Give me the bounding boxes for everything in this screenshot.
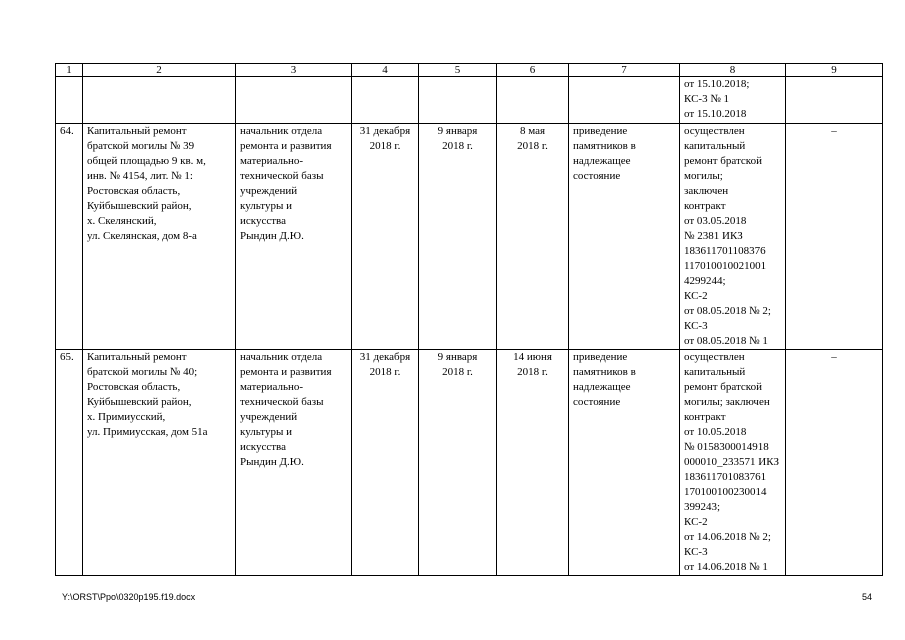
footer-file-path: Y:\ORST\Ppo\0320p195.f19.docx bbox=[62, 592, 196, 602]
cell-empty bbox=[786, 77, 883, 124]
cell-start-date: 9 января 2018 г. bbox=[419, 350, 497, 576]
page-number: 54 bbox=[862, 592, 873, 602]
cell-responsible: начальник отдела ремонта и развития материально- технической базы учреждений культуры и искусства Рындин Д.Ю. bbox=[236, 350, 352, 576]
cell-result: приведение памятников в надлежащее состояние bbox=[569, 124, 680, 350]
column-number: 9 bbox=[786, 64, 883, 77]
column-number: 2 bbox=[83, 64, 236, 77]
cell-empty bbox=[236, 77, 352, 124]
column-number: 7 bbox=[569, 64, 680, 77]
column-number: 6 bbox=[497, 64, 569, 77]
table-row bbox=[56, 124, 883, 350]
cell-info: осуществлен капитальный ремонт братской могилы; заключен контракт от 10.05.2018 № 0158300014918 000010_233571 ИКЗ 183611701083761 170100100230014 399243; КС-2 от 14.06.2018 № 2; КС-3 от 14.06.2018 № 1 bbox=[680, 350, 786, 576]
column-number: 1 bbox=[56, 64, 83, 77]
continuation-row bbox=[56, 77, 883, 124]
cell-object: Капитальный ремонт братской могилы № 39 общей площадью 9 кв. м, инв. № 4154, лит. № 1: Ростовская область, Куйбышевский район, х. Скелянский, ул. Скелянская, дом 8-а bbox=[83, 124, 236, 350]
cell-info: осуществлен капитальный ремонт братской могилы; заключен контракт от 03.05.2018 № 2381 ИКЗ 183611701108376 117010010021001 4299244; КС-2 от 08.05.2018 № 2; КС-3 от 08.05.2018 № 1 bbox=[680, 124, 786, 350]
table-row bbox=[56, 350, 883, 576]
cell-planned-date: 31 декабря 2018 г. bbox=[352, 350, 419, 576]
column-number: 4 bbox=[352, 64, 419, 77]
cell-empty bbox=[83, 77, 236, 124]
cell-empty bbox=[497, 77, 569, 124]
cell-num: 64. bbox=[56, 124, 83, 350]
cell-note: – bbox=[786, 124, 883, 350]
cell-end-date: 14 июня 2018 г. bbox=[497, 350, 569, 576]
cell-empty bbox=[56, 77, 83, 124]
cell-empty bbox=[419, 77, 497, 124]
cell-empty bbox=[352, 77, 419, 124]
cell-info: от 15.10.2018; КС-3 № 1 от 15.10.2018 bbox=[680, 77, 786, 124]
column-number: 8 bbox=[680, 64, 786, 77]
cell-planned-date: 31 декабря 2018 г. bbox=[352, 124, 419, 350]
cell-note: – bbox=[786, 350, 883, 576]
events-table bbox=[55, 63, 883, 576]
column-number: 3 bbox=[236, 64, 352, 77]
cell-end-date: 8 мая 2018 г. bbox=[497, 124, 569, 350]
cell-result: приведение памятников в надлежащее состояние bbox=[569, 350, 680, 576]
cell-empty bbox=[569, 77, 680, 124]
cell-start-date: 9 января 2018 г. bbox=[419, 124, 497, 350]
cell-num: 65. bbox=[56, 350, 83, 576]
column-number: 5 bbox=[419, 64, 497, 77]
cell-responsible: начальник отдела ремонта и развития материально- технической базы учреждений культуры и искусства Рындин Д.Ю. bbox=[236, 124, 352, 350]
cell-object: Капитальный ремонт братской могилы № 40; Ростовская область, Куйбышевский район, х. Примиусский, ул. Примиусская, дом 51а bbox=[83, 350, 236, 576]
column-number-row bbox=[56, 64, 883, 77]
